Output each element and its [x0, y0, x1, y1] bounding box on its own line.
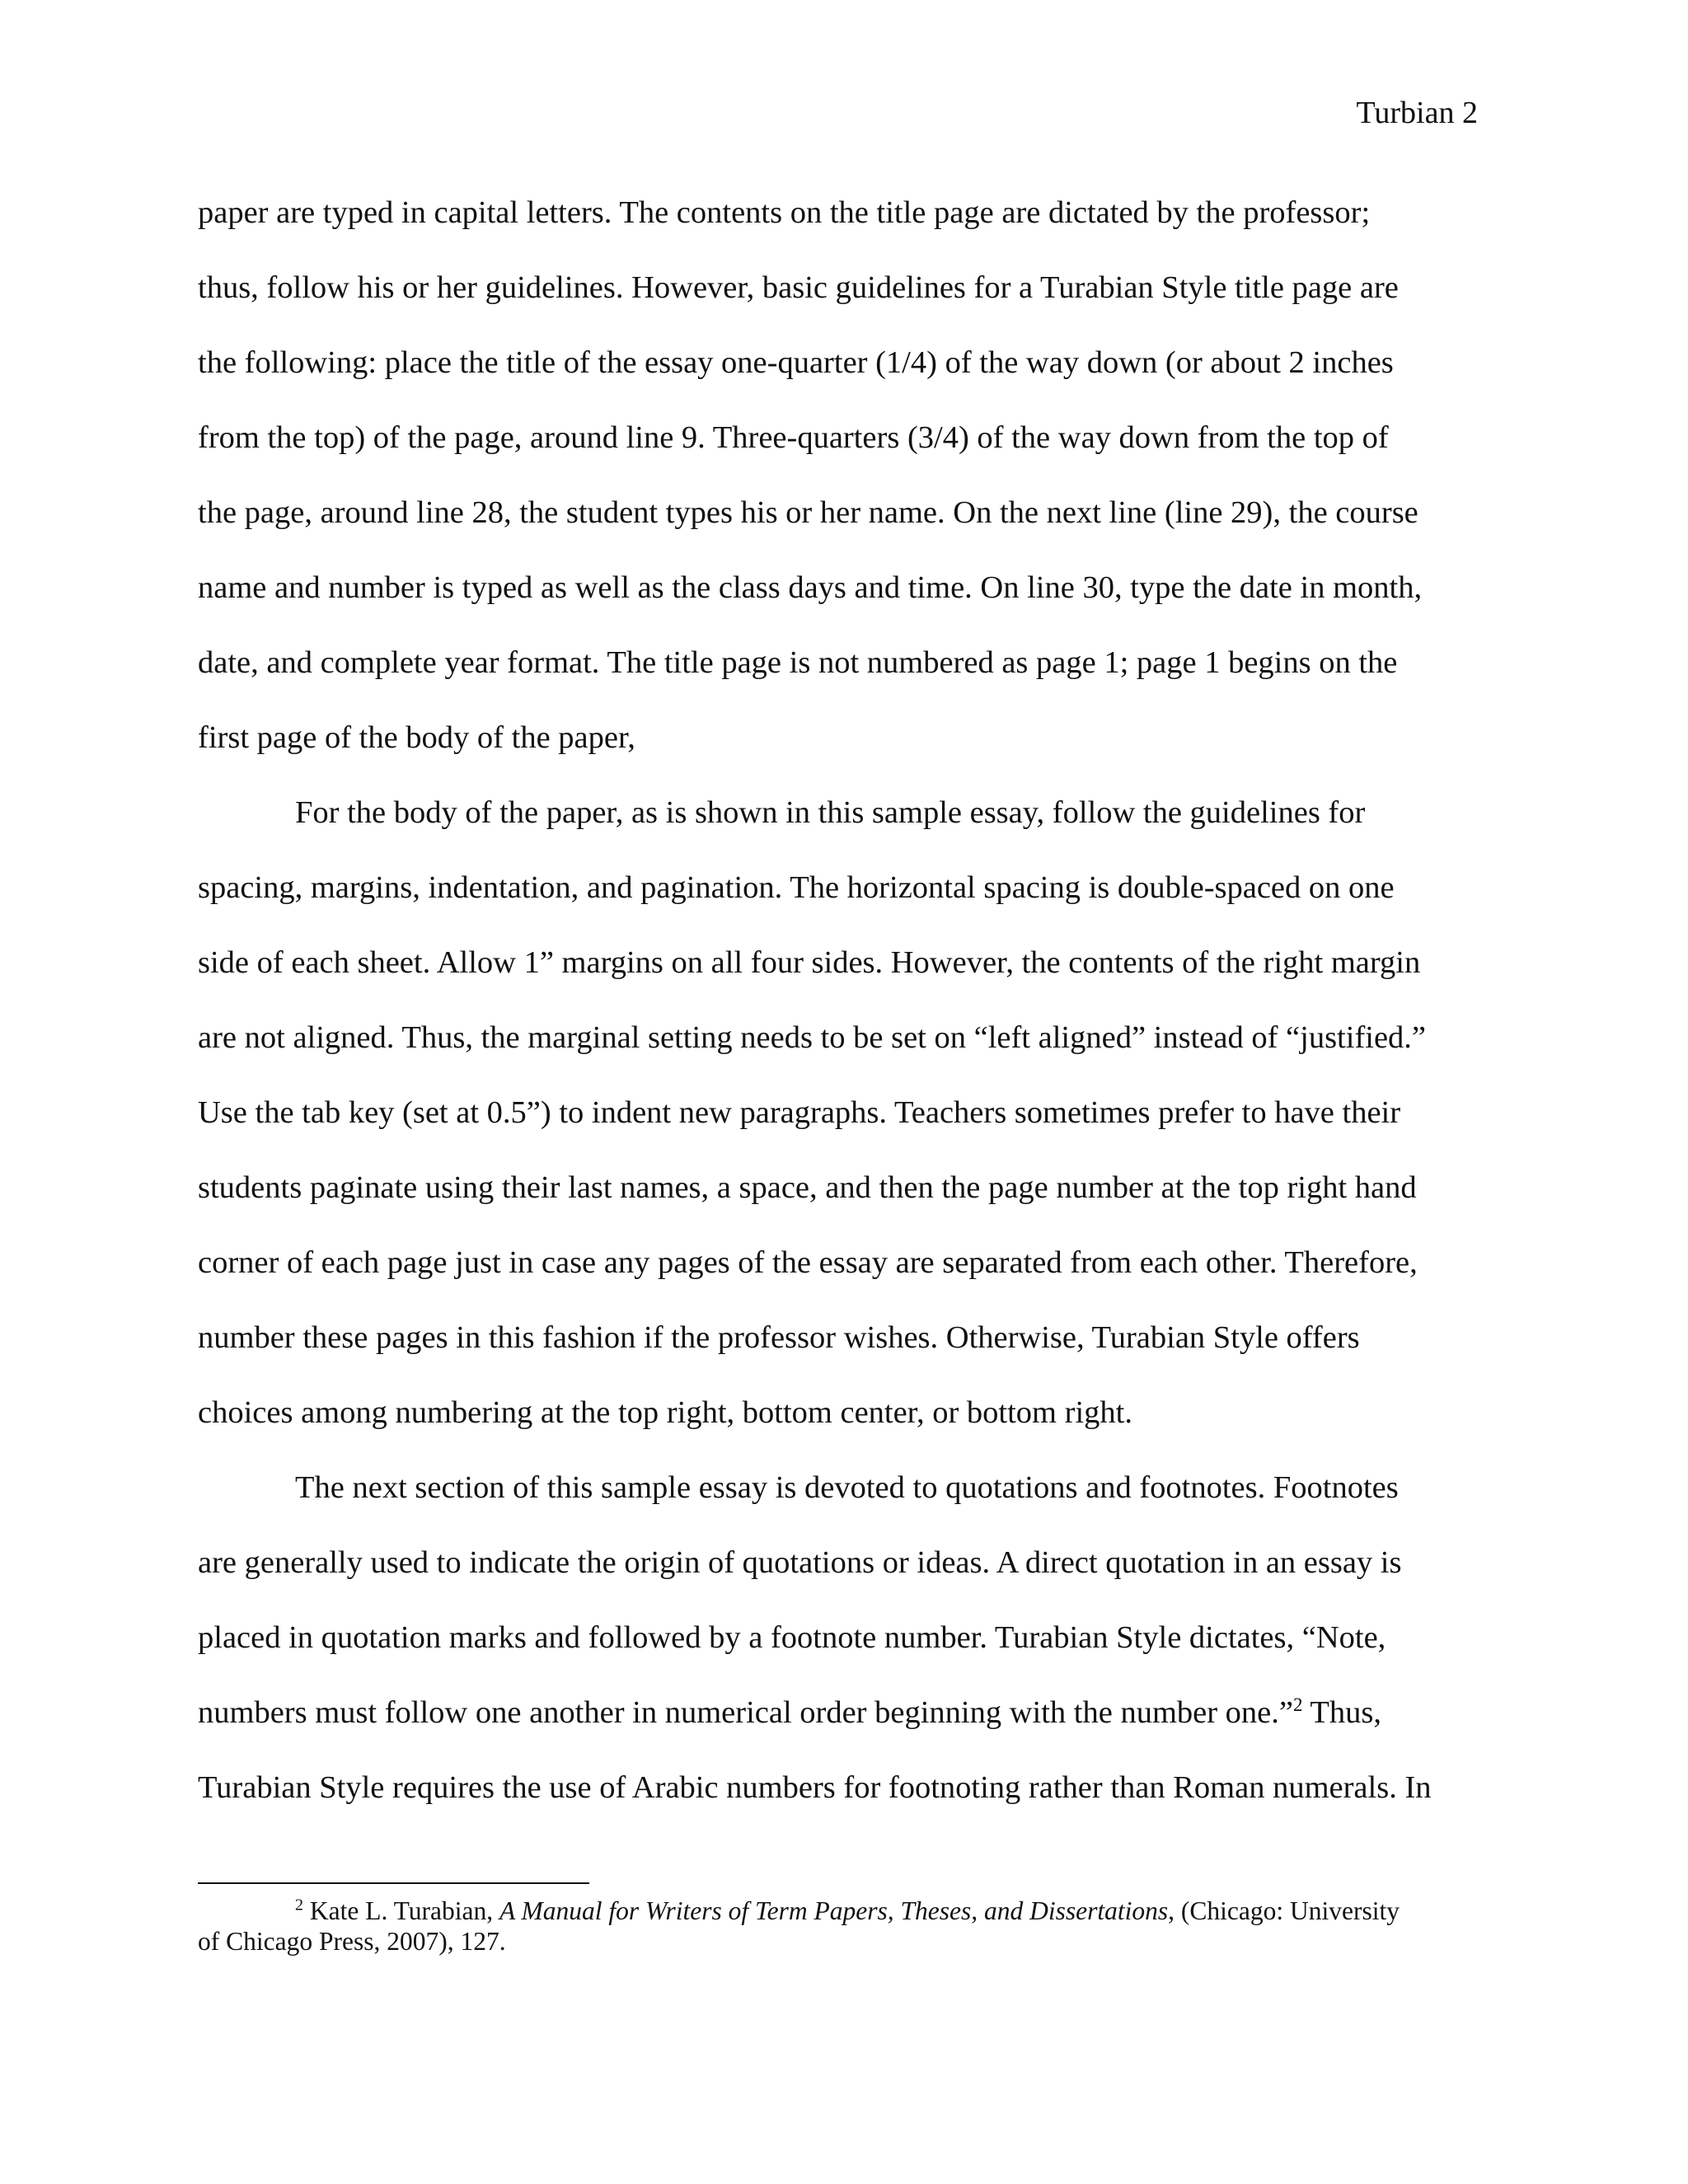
- body-text: [198, 188, 1500, 1838]
- running-head: Turbian 2: [1356, 96, 1478, 130]
- body-line: are generally used to indicate the origin of quotations or ideas. A direct quotation in an essay is: [198, 1545, 1402, 1580]
- body-line: the page, around line 28, the student types his or her name. On the next line (line 29), the course: [198, 495, 1418, 530]
- body-line-paragraph-start: The next section of this sample essay is devoted to quotations and footnotes. Footnotes: [295, 1470, 1399, 1505]
- body-line: Use the tab key (set at 0.5”) to indent new paragraphs. Teachers sometimes prefer to have their: [198, 1095, 1401, 1130]
- footnote-reference[interactable]: 2: [1292, 1694, 1303, 1716]
- body-line-with-footnote-ref: numbers must follow one another in numerical order beginning with the number one.”$^2$ Thus,: [198, 1694, 1382, 1730]
- body-line: date, and complete year format. The title page is not numbered as page 1; page 1 begins on the: [198, 645, 1398, 680]
- body-line: choices among numbering at the top right, bottom center, or bottom right.: [198, 1395, 1132, 1430]
- body-line: students paginate using their last names, a space, and then the page number at the top right hand: [198, 1170, 1417, 1205]
- body-line: corner of each page just in case any pages of the essay are separated from each other. Therefore,: [198, 1245, 1418, 1280]
- body-line: from the top) of the page, around line 9. Three-quarters (3/4) of the way down from the top of: [198, 420, 1389, 455]
- body-line: thus, follow his or her guidelines. However, basic guidelines for a Turabian Style title page are: [198, 270, 1399, 305]
- footnote-separator: [198, 1882, 589, 1884]
- body-line: spacing, margins, indentation, and pagination. The horizontal spacing is double-spaced on one: [198, 870, 1395, 905]
- body-line: number these pages in this fashion if the professor wishes. Otherwise, Turabian Style offers: [198, 1320, 1360, 1355]
- body-line-paragraph-start: For the body of the paper, as is shown in this sample essay, follow the guidelines for: [295, 795, 1366, 830]
- footnote-line: of Chicago Press, 2007), 127.: [198, 1927, 506, 1956]
- body-line: first page of the body of the paper,: [198, 720, 635, 755]
- body-line: Turabian Style requires the use of Arabic numbers for footnoting rather than Roman numerals. In: [198, 1770, 1432, 1805]
- footnote-line: $^2$ Kate L. Turabian, A Manual for Writers of Term Papers, Theses, and Dissertations, (Chicago: University: [295, 1896, 1400, 1925]
- body-line: name and number is typed as well as the class days and time. On line 30, type the date in month,: [198, 570, 1423, 605]
- body-line: paper are typed in capital letters. The contents on the title page are dictated by the professor;: [198, 195, 1371, 230]
- body-line: the following: place the title of the essay one-quarter (1/4) of the way down (or about 2 inches: [198, 345, 1394, 380]
- footnote-book-title: A Manual for Writers of Term Papers, Theses, and Dissertations: [499, 1896, 1169, 1925]
- body-line: side of each sheet. Allow 1” margins on all four sides. However, the contents of the right margin: [198, 945, 1421, 980]
- footnote: [198, 1896, 1500, 1957]
- body-line: are not aligned. Thus, the marginal setting needs to be set on “left aligned” instead of “justified.”: [198, 1020, 1427, 1055]
- footnote-marker: 2: [295, 1896, 303, 1915]
- body-line: placed in quotation marks and followed by a footnote number. Turabian Style dictates, “Note,: [198, 1620, 1386, 1655]
